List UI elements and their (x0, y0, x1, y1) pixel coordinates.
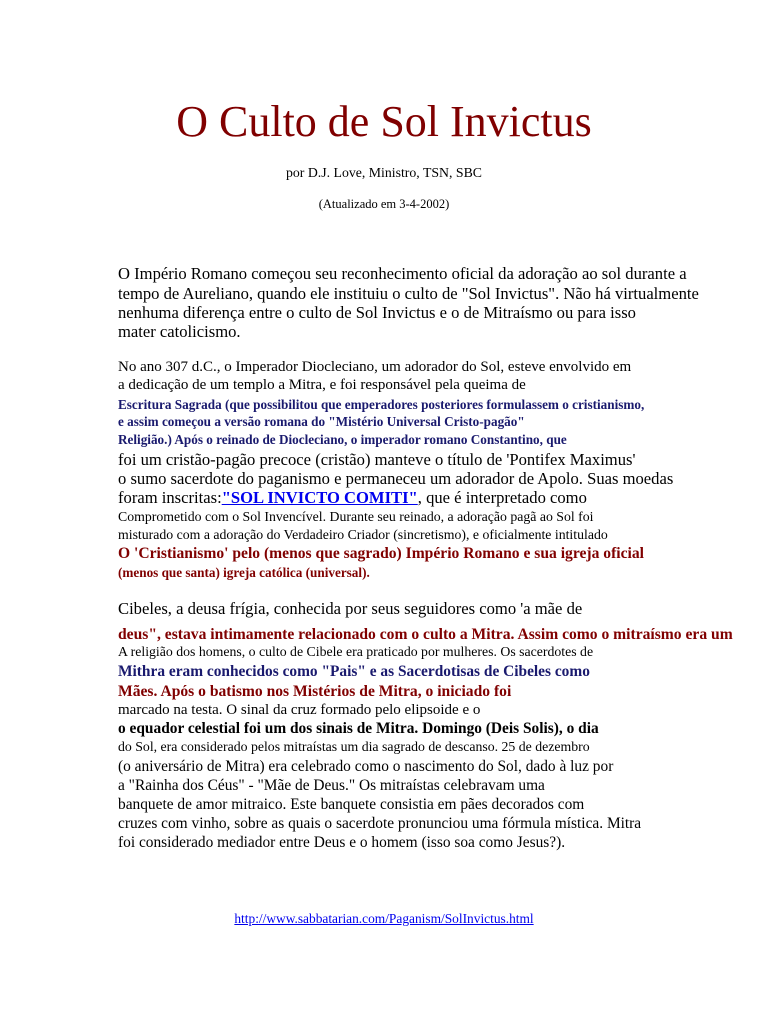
p3-line-9: (o aniversário de Mitra) era celebrado como o nascimento do Sol, dado à luz por (118, 758, 614, 775)
p2-line-3: Escritura Sagrada (que possibilitou que emperadores posteriores formulassem o cristianismo, (118, 397, 645, 412)
p2-line-4: e assim começou a versão romana do "Mistério Universal Cristo-pagão" (118, 414, 525, 429)
updated-date: (Atualizado em 3-4-2002) (318, 197, 450, 211)
p3-line-13: foi considerado mediador entre Deus e o homem (isso soa como Jesus?). (118, 834, 566, 851)
p2-line-6: foi um cristão-pagão precoce (cristão) manteve o título de 'Pontifex Maximus' (118, 450, 636, 469)
p3-line-6: marcado na testa. O sinal da cruz formado pelo elipsoide e o (118, 702, 481, 718)
p3-line-12: cruzes com vinho, sobre as quais o sacerdote pronunciou uma fórmula mística. Mitra (118, 815, 642, 832)
p1-line-1: O Império Romano começou seu reconhecimento oficial da adoração ao sol durante a (118, 264, 687, 283)
p3-line-11: banquete de amor mitraico. Este banquete consistia em pães decorados com (118, 796, 585, 813)
p2-line-9: Comprometido com o Sol Invencível. Durante seu reinado, a adoração pagã ao Sol foi (118, 509, 594, 524)
p3-line-7: o equador celestial foi um dos sinais de Mitra. Domingo (Deis Solis), o dia (118, 720, 599, 737)
p2-line-2: a dedicação de um templo a Mitra, e foi responsável pela queima de (118, 377, 526, 393)
p2-line-5: Religião.) Após o reinado de Diocleciano, o imperador romano Constantino, que (118, 432, 567, 447)
source-url-link[interactable]: http://www.sabbatarian.com/Paganism/SolInvictus.html (234, 911, 534, 926)
p2-line-8-suffix: , que é interpretado como (417, 488, 587, 507)
p3-line-4: Mithra eram conhecidos como "Pais" e as Sacerdotisas de Cibeles como (118, 663, 590, 680)
byline: por D.J. Love, Ministro, TSN, SBC (286, 165, 482, 180)
p2-line-1: No ano 307 d.C., o Imperador Diocleciano, um adorador do Sol, esteve envolvido em (118, 359, 632, 375)
p1-line-3: nenhuma diferença entre o culto de Sol Invictus e o de Mitraísmo ou para isso (118, 303, 636, 322)
page-title: O Culto de Sol Invictus (176, 97, 592, 146)
p2-line-12: (menos que santa) igreja católica (universal). (118, 565, 370, 580)
p3-line-10: a "Rainha dos Céus" - "Mãe de Deus." Os mitraístas celebravam uma (118, 777, 545, 794)
p1-line-4: mater catolicismo. (118, 322, 241, 341)
p2-line-8-prefix: foram inscritas: (118, 488, 222, 507)
p3-line-3: A religião dos homens, o culto de Cibele era praticado por mulheres. Os sacerdotes de (118, 644, 594, 659)
footer (0, 912, 768, 925)
p1-line-2: tempo de Aureliano, quando ele instituiu o culto de "Sol Invictus". Não há virtualmente (118, 284, 699, 303)
p2-line-11: O 'Cristianismo' pelo (menos que sagrado) Império Romano e sua igreja oficial (118, 545, 644, 562)
p2-line-7: o sumo sacerdote do paganismo e permaneceu um adorador de Apolo. Suas moedas (118, 469, 674, 488)
sol-invicto-comiti-link[interactable]: "SOL INVICTO COMITI" (221, 488, 418, 507)
p2-line-10: misturado com a adoração do Verdadeiro Criador (sincretismo), e oficialmente intitulado (118, 527, 608, 542)
p3-line-8: do Sol, era considerado pelos mitraístas um dia sagrado de descanso. 25 de dezembro (118, 739, 590, 754)
p3-line-5: Mães. Após o batismo nos Mistérios de Mitra, o iniciado foi (118, 683, 512, 700)
p2-line-8 (118, 490, 587, 507)
p3-line-2: deus", estava intimamente relacionado com o culto a Mitra. Assim como o mitraísmo era um (118, 626, 733, 643)
p3-line-1: Cibeles, a deusa frígia, conhecida por seus seguidores como 'a mãe de (118, 599, 583, 618)
